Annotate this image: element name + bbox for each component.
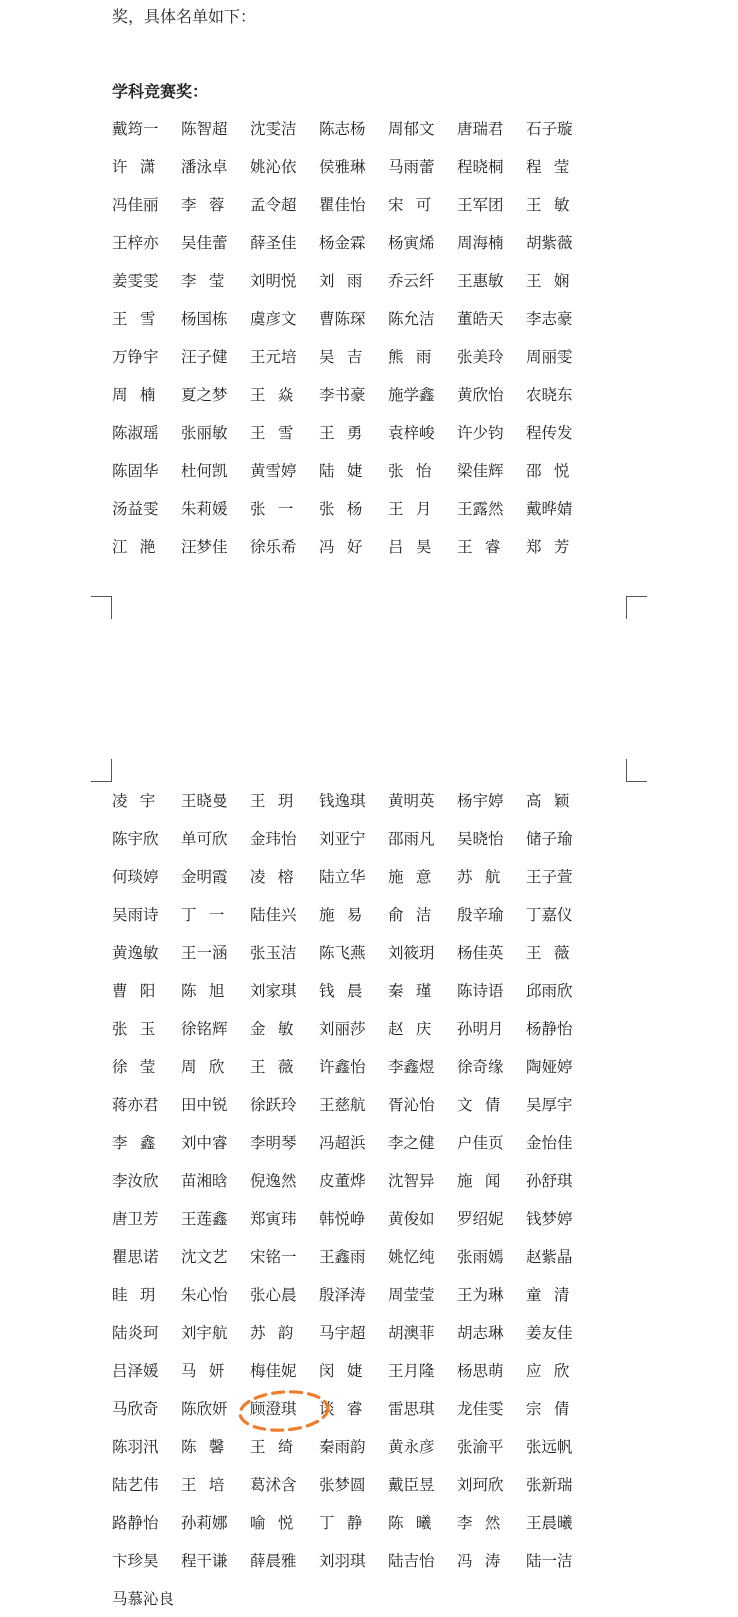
- name-entry: 刘羽琪: [319, 1552, 366, 1570]
- name-entry: 刘家琪: [250, 982, 297, 1000]
- name-row: [112, 375, 595, 413]
- name-entry: 程干谦: [181, 1552, 228, 1570]
- name-entry: 王子萱: [526, 868, 573, 886]
- name-row: [112, 185, 595, 223]
- name-entry: 陆艺伟: [112, 1476, 159, 1494]
- name-entry: 王惠敏: [457, 272, 504, 290]
- name-entry: 陆一洁: [526, 1552, 573, 1570]
- name-entry: 刘宇航: [181, 1324, 228, 1342]
- name-entry: 陈固华: [112, 462, 159, 480]
- name-entry: 陈诗语: [457, 982, 504, 1000]
- name-row: [112, 819, 595, 857]
- name-row: [112, 489, 595, 527]
- name-entry: 陆炎珂: [112, 1324, 159, 1342]
- name-entry: 张怡: [388, 462, 444, 480]
- name-entry: 徐铭辉: [181, 1020, 228, 1038]
- name-entry: 储子瑜: [526, 830, 573, 848]
- name-entry: 唐卫芳: [112, 1210, 159, 1228]
- name-entry: 姜友佳: [526, 1324, 573, 1342]
- name-entry: 曹陈琛: [319, 310, 366, 328]
- name-entry: 陆立华: [319, 868, 366, 886]
- name-entry: 邵悦: [526, 462, 582, 480]
- name-entry: 王莲鑫: [181, 1210, 228, 1228]
- name-entry: 李蓉: [181, 196, 237, 214]
- name-entry: 张新瑞: [526, 1476, 573, 1494]
- name-entry: 汪梦佳: [181, 538, 228, 556]
- name-entry: 朱莉媛: [181, 500, 228, 518]
- name-entry: 梅佳妮: [250, 1362, 297, 1380]
- name-entry: 黄明英: [388, 792, 435, 810]
- name-row: [112, 857, 595, 895]
- name-row: [112, 1465, 595, 1503]
- name-entry: 汪子健: [181, 348, 228, 366]
- name-row: [112, 895, 595, 933]
- name-entry: 江滟: [112, 538, 168, 556]
- name-entry: 田中锐: [181, 1096, 228, 1114]
- name-entry: 黄俊如: [388, 1210, 435, 1228]
- name-entry: 葛沭含: [250, 1476, 297, 1494]
- name-entry: 宋可: [388, 196, 444, 214]
- name-entry: 孙明月: [457, 1020, 504, 1038]
- name-row: [112, 337, 595, 375]
- award-name-list-page-2: [112, 781, 595, 1579]
- name-entry: 冯涛: [457, 1552, 513, 1570]
- name-entry: 张雨嫣: [457, 1248, 504, 1266]
- name-entry: 金怡佳: [526, 1134, 573, 1152]
- award-name-list-page-1: [112, 109, 595, 565]
- name-entry: 李鑫煜: [388, 1058, 435, 1076]
- name-entry: 秦雨韵: [319, 1438, 366, 1456]
- name-entry: 王培: [181, 1476, 237, 1494]
- name-entry: 陈淑瑶: [112, 424, 159, 442]
- name-entry: 钱梦婷: [526, 1210, 573, 1228]
- name-entry: 沈智异: [388, 1172, 435, 1190]
- name-entry: 张渝平: [457, 1438, 504, 1456]
- name-entry: 苗湘晗: [181, 1172, 228, 1190]
- name-entry: 王为琳: [457, 1286, 504, 1304]
- name-entry: 王梓亦: [112, 234, 159, 252]
- name-entry: 胡志琳: [457, 1324, 504, 1342]
- name-entry: 邱雨欣: [526, 982, 573, 1000]
- name-entry: 冯好: [319, 538, 375, 556]
- name-entry: 顾澄琪: [250, 1400, 297, 1418]
- name-entry: 宋铭一: [250, 1248, 297, 1266]
- name-entry: 郑寅玮: [250, 1210, 297, 1228]
- name-entry: 乔云纤: [388, 272, 435, 290]
- name-entry: 龙佳雯: [457, 1400, 504, 1418]
- name-entry: 雷思琪: [388, 1400, 435, 1418]
- name-entry: 刘珂欣: [457, 1476, 504, 1494]
- name-entry: 唐瑞君: [457, 120, 504, 138]
- name-entry: 陈馨: [181, 1438, 237, 1456]
- name-entry: 杨寅烯: [388, 234, 435, 252]
- name-entry: 曹阳: [112, 982, 168, 1000]
- name-entry: 姚忆纯: [388, 1248, 435, 1266]
- name-entry: 郑芳: [526, 538, 582, 556]
- name-entry: 王晨曦: [526, 1514, 573, 1532]
- name-row: [112, 451, 595, 489]
- name-entry: 陈智超: [181, 120, 228, 138]
- name-entry: 陶娅婷: [526, 1058, 573, 1076]
- name-entry: 周丽雯: [526, 348, 573, 366]
- name-row: [112, 971, 595, 1009]
- name-entry: 程莹: [526, 158, 582, 176]
- name-entry: 薛圣佳: [250, 234, 297, 252]
- name-entry: 凌榕: [250, 868, 306, 886]
- name-row: [112, 1123, 595, 1161]
- name-row: [112, 933, 595, 971]
- name-entry: 赵庆: [388, 1020, 444, 1038]
- name-row: [112, 1161, 595, 1199]
- name-entry: 宗倩: [526, 1400, 582, 1418]
- name-row: [112, 223, 595, 261]
- name-entry: 王娴: [526, 272, 582, 290]
- name-entry: 徐奇缘: [457, 1058, 504, 1076]
- name-entry: 王月: [388, 500, 444, 518]
- name-entry: 孙莉娜: [181, 1514, 228, 1532]
- name-entry: 李志豪: [526, 310, 573, 328]
- name-entry: 戴筠一: [112, 120, 159, 138]
- name-entry: 杨思萌: [457, 1362, 504, 1380]
- name-entry: 王绮: [250, 1438, 306, 1456]
- name-row: [112, 527, 595, 565]
- name-entry: 瞿佳怡: [319, 196, 366, 214]
- name-entry: 户佳页: [457, 1134, 504, 1152]
- name-entry: 许少钧: [457, 424, 504, 442]
- name-entry: 黄雪婷: [250, 462, 297, 480]
- name-entry: 杨金霖: [319, 234, 366, 252]
- name-entry: 农晓东: [526, 386, 573, 404]
- name-entry: 陈飞燕: [319, 944, 366, 962]
- name-entry: 姜雯雯: [112, 272, 159, 290]
- name-entry: 胡澳菲: [388, 1324, 435, 1342]
- name-entry: 周楠: [112, 386, 168, 404]
- name-entry: 丁静: [319, 1514, 375, 1532]
- name-entry: 刘丽莎: [319, 1020, 366, 1038]
- name-entry: 蒋亦君: [112, 1096, 159, 1114]
- name-entry: 程传发: [526, 424, 573, 442]
- name-row: [112, 1047, 595, 1085]
- page-corner-mark: [626, 596, 647, 619]
- name-entry: 戴晔婧: [526, 500, 573, 518]
- page-corner-mark: [91, 596, 112, 619]
- name-entry: 张杨: [319, 500, 375, 518]
- name-row: [112, 1351, 595, 1389]
- name-entry: 周莹莹: [388, 1286, 435, 1304]
- name-entry: 吴吉: [319, 348, 375, 366]
- name-entry: 周郁文: [388, 120, 435, 138]
- name-entry: 施意: [388, 868, 444, 886]
- name-entry: 王薇: [250, 1058, 306, 1076]
- name-entry: 张美玲: [457, 348, 504, 366]
- name-row: [112, 299, 595, 337]
- name-entry: 金玮怡: [250, 830, 297, 848]
- name-entry: 丁一: [181, 906, 237, 924]
- name-entry: 姚沁依: [250, 158, 297, 176]
- name-entry: 张玉洁: [250, 944, 297, 962]
- name-entry: 汤益雯: [112, 500, 159, 518]
- name-entry: 王一涵: [181, 944, 228, 962]
- name-row: [112, 1085, 595, 1123]
- name-entry: 陈志杨: [319, 120, 366, 138]
- name-entry: 吴厚宇: [526, 1096, 573, 1114]
- name-entry: 马妍: [181, 1362, 237, 1380]
- name-entry: 马雨蕾: [388, 158, 435, 176]
- name-entry: 喻悦: [250, 1514, 306, 1532]
- name-entry: 王敏: [526, 196, 582, 214]
- name-entry: 陆婕: [319, 462, 375, 480]
- name-entry: 董皓天: [457, 310, 504, 328]
- partial-last-line: [112, 1579, 232, 1617]
- name-row: [112, 1313, 595, 1351]
- name-entry: 李莹: [181, 272, 237, 290]
- name-row: [112, 1503, 595, 1541]
- name-entry: 杨静怡: [526, 1020, 573, 1038]
- name-entry: 戴臣昱: [388, 1476, 435, 1494]
- name-entry: 钱逸琪: [319, 792, 366, 810]
- intro-text: 奖，具体名单如下：: [112, 7, 257, 26]
- name-entry: 王军团: [457, 196, 504, 214]
- name-entry: 钱晨: [319, 982, 375, 1000]
- name-entry: 杨宇婷: [457, 792, 504, 810]
- name-entry: 眭玥: [112, 1286, 168, 1304]
- name-entry: 薛晨雅: [250, 1552, 297, 1570]
- name-entry: 文倩: [457, 1096, 513, 1114]
- name-entry: 王薇: [526, 944, 582, 962]
- name-entry: 虞彦文: [250, 310, 297, 328]
- name-entry: 金明霞: [181, 868, 228, 886]
- name-entry: 李汝欣: [112, 1172, 159, 1190]
- name-entry: 夏之梦: [181, 386, 228, 404]
- name-row: [112, 1275, 595, 1313]
- name-entry: 胡紫薇: [526, 234, 573, 252]
- name-entry: 罗绍妮: [457, 1210, 504, 1228]
- name-entry: 刘雨: [319, 272, 375, 290]
- page-corner-mark: [626, 759, 647, 782]
- name-entry: 苏航: [457, 868, 513, 886]
- name-entry: 孙舒琪: [526, 1172, 573, 1190]
- name-entry: 冯佳丽: [112, 196, 159, 214]
- name-entry: 沈文艺: [181, 1248, 228, 1266]
- name-entry: 陆佳兴: [250, 906, 297, 924]
- name-entry: 苏韵: [250, 1324, 306, 1342]
- name-entry: 施闻: [457, 1172, 513, 1190]
- name-entry: 朱心怡: [181, 1286, 228, 1304]
- name-entry: 马宇超: [319, 1324, 366, 1342]
- name-entry: 侯雅琳: [319, 158, 366, 176]
- name-entry: 杨国栋: [181, 310, 228, 328]
- name-entry: 王焱: [250, 386, 306, 404]
- name-entry: 王雪: [112, 310, 168, 328]
- name-entry: 路静怡: [112, 1514, 159, 1532]
- name-entry: 陈允洁: [388, 310, 435, 328]
- name-entry: 吕泽媛: [112, 1362, 159, 1380]
- name-entry: 丁嘉仪: [526, 906, 573, 924]
- name-entry: 石子璇: [526, 120, 573, 138]
- name-entry: 王晓曼: [181, 792, 228, 810]
- name-entry: 吴晓怡: [457, 830, 504, 848]
- name-row: [112, 781, 595, 819]
- name-entry: 程晓桐: [457, 158, 504, 176]
- name-entry: 金敏: [250, 1020, 306, 1038]
- name-entry: 陈欣妍: [181, 1400, 228, 1418]
- name-entry: 王元培: [250, 348, 297, 366]
- name-entry: 黄欣怡: [457, 386, 504, 404]
- name-entry-partial: 马慕沁良: [112, 1590, 175, 1608]
- name-entry: 卞珍昊: [112, 1552, 159, 1570]
- name-entry: 刘亚宁: [319, 830, 366, 848]
- name-entry: 王睿: [457, 538, 513, 556]
- name-entry: 张梦圆: [319, 1476, 366, 1494]
- name-entry: 周欣: [181, 1058, 237, 1076]
- name-entry: 刘中睿: [181, 1134, 228, 1152]
- name-entry: 李书豪: [319, 386, 366, 404]
- name-entry: 高颖: [526, 792, 582, 810]
- name-entry: 梁佳辉: [457, 462, 504, 480]
- name-entry: 马欣奇: [112, 1400, 159, 1418]
- name-entry: 黄逸敏: [112, 944, 159, 962]
- page-corner-mark: [91, 759, 112, 782]
- name-row: [112, 1389, 595, 1427]
- name-entry: 皮董烨: [319, 1172, 366, 1190]
- name-entry: 潘泳卓: [181, 158, 228, 176]
- name-entry: 闵婕: [319, 1362, 375, 1380]
- name-entry: 沈雯洁: [250, 120, 297, 138]
- name-row: [112, 109, 595, 147]
- name-entry: 王玥: [250, 792, 306, 810]
- name-entry: 杜何凯: [181, 462, 228, 480]
- name-entry: 李明琴: [250, 1134, 297, 1152]
- name-entry: 张一: [250, 500, 306, 518]
- name-row: [112, 413, 595, 451]
- name-entry: 张玉: [112, 1020, 168, 1038]
- name-entry: 许潇: [112, 158, 168, 176]
- name-entry: 王月隆: [388, 1362, 435, 1380]
- name-entry: 瞿思诺: [112, 1248, 159, 1266]
- name-entry: 陈羽汛: [112, 1438, 159, 1456]
- name-entry: 徐莹: [112, 1058, 168, 1076]
- name-entry: 邵雨凡: [388, 830, 435, 848]
- name-entry: 徐跃玲: [250, 1096, 297, 1114]
- name-entry: 施学鑫: [388, 386, 435, 404]
- name-entry: 刘明悦: [250, 272, 297, 290]
- name-entry: 胥沁怡: [388, 1096, 435, 1114]
- section-heading: 学科竞赛奖：: [112, 82, 209, 101]
- name-entry: 王慈航: [319, 1096, 366, 1114]
- name-entry: 陈宇欣: [112, 830, 159, 848]
- name-entry: 杨佳英: [457, 944, 504, 962]
- name-row: [112, 1427, 595, 1465]
- name-entry: 张丽敏: [181, 424, 228, 442]
- name-entry: 施易: [319, 906, 375, 924]
- name-entry: 李然: [457, 1514, 513, 1532]
- name-entry: 万铮宇: [112, 348, 159, 366]
- name-entry: 吴雨诗: [112, 906, 159, 924]
- name-row: [112, 1199, 595, 1237]
- name-entry: 单可欣: [181, 830, 228, 848]
- name-entry: 李鑫: [112, 1134, 168, 1152]
- name-entry: 殷辛瑜: [457, 906, 504, 924]
- name-entry: 王勇: [319, 424, 375, 442]
- name-entry: 俞洁: [388, 906, 444, 924]
- name-entry: 张心晨: [250, 1286, 297, 1304]
- name-entry: 陈旭: [181, 982, 237, 1000]
- name-entry: 吴佳蕾: [181, 234, 228, 252]
- name-entry: 李之健: [388, 1134, 435, 1152]
- name-entry: 陆吉怡: [388, 1552, 435, 1570]
- name-entry: 韩悦峥: [319, 1210, 366, 1228]
- name-entry: 殷泽涛: [319, 1286, 366, 1304]
- name-entry: 周海楠: [457, 234, 504, 252]
- name-entry: 凌宇: [112, 792, 168, 810]
- name-entry: 赵紫晶: [526, 1248, 573, 1266]
- name-entry: 吕昊: [388, 538, 444, 556]
- name-entry: 熊雨: [388, 348, 444, 366]
- name-entry: 何琰婷: [112, 868, 159, 886]
- name-entry: 倪逸然: [250, 1172, 297, 1190]
- name-row: [112, 261, 595, 299]
- name-entry: 徐乐希: [250, 538, 297, 556]
- name-entry: 谈睿: [319, 1400, 375, 1418]
- name-entry: 孟令超: [250, 196, 297, 214]
- name-entry: 冯超浜: [319, 1134, 366, 1152]
- name-row: [112, 1541, 595, 1579]
- name-entry: 张远帆: [526, 1438, 573, 1456]
- name-entry: 秦瑾: [388, 982, 444, 1000]
- name-row: [112, 147, 595, 185]
- name-row: [112, 1237, 595, 1275]
- name-entry: 应欣: [526, 1362, 582, 1380]
- name-entry: 许鑫怡: [319, 1058, 366, 1076]
- name-entry: 王鑫雨: [319, 1248, 366, 1266]
- name-entry: 童清: [526, 1286, 582, 1304]
- name-entry: 王露然: [457, 500, 504, 518]
- name-entry: 王雪: [250, 424, 306, 442]
- name-entry: 刘筱玥: [388, 944, 435, 962]
- name-entry: 袁梓峻: [388, 424, 435, 442]
- name-row: [112, 1009, 595, 1047]
- name-entry: 陈曦: [388, 1514, 444, 1532]
- name-entry: 黄永彦: [388, 1438, 435, 1456]
